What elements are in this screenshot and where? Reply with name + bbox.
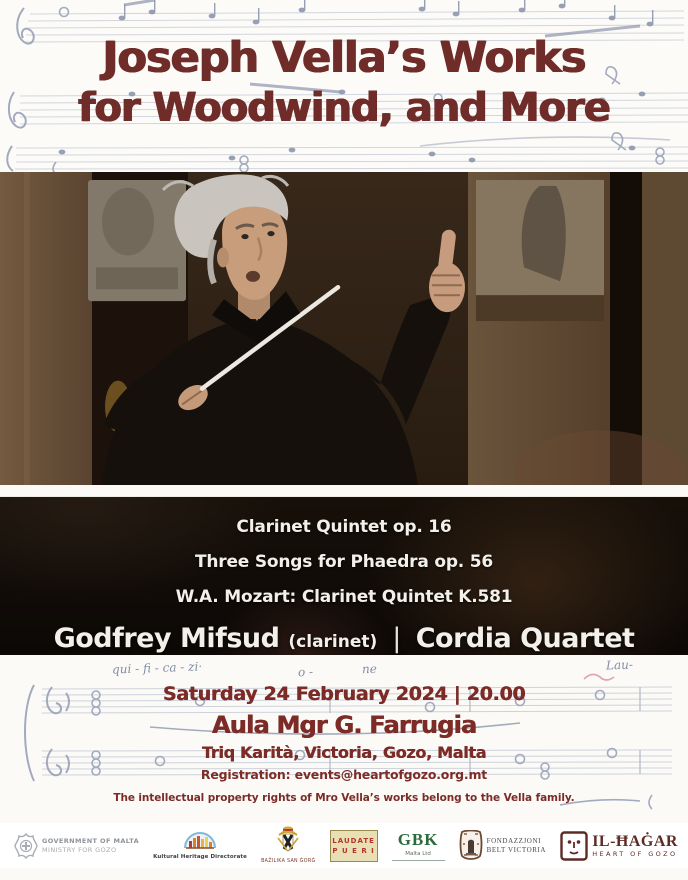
- registration-email: Registration: events@heartofgozo.org.mt: [200, 767, 488, 782]
- fondazzjoni-line2: BELT VICTORIA: [486, 845, 547, 854]
- program-piece-2: Three Songs for Phaedra op. 56: [194, 552, 494, 572]
- skyline-arc-icon: [183, 830, 217, 850]
- poster-title-line2: for Woodwind, and More: [78, 85, 610, 131]
- bazilika-san-gorg-label: BAŻILIKA SAN ĠORĠ: [261, 859, 316, 865]
- logo-gbk: [392, 830, 445, 861]
- event-address: Triq Karità, Victoria, Gozo, Malta: [201, 743, 487, 762]
- hagar-subtitle: HEART OF GOZO: [592, 849, 678, 858]
- logo-government-of-malta: [14, 833, 139, 859]
- program-piece-1: Clarinet Quintet op. 16: [236, 517, 452, 537]
- fondazzjoni-line1: FONDAZZJONI: [486, 836, 542, 845]
- hagar-title: IL-ĦAĠAR: [592, 832, 678, 850]
- event-details-section: [0, 655, 688, 823]
- soloist-instrument: (clarinet): [288, 632, 378, 652]
- program-section: [0, 497, 688, 655]
- conductor-photo: [0, 172, 688, 485]
- gbk-wordmark: GBK: [397, 830, 439, 849]
- event-datetime: Saturday 24 February 2024 | 20.00: [162, 683, 526, 705]
- manuscript-lyric-fragment: ne: [361, 661, 378, 677]
- sponsor-logos-strip: [0, 823, 688, 868]
- basilica-crest-icon: [275, 826, 301, 854]
- gbk-subtitle: Malta Ltd: [405, 851, 431, 857]
- logo-heritage-directorate: [153, 830, 247, 861]
- soloist-name: Godfrey Mifsud: [53, 623, 280, 654]
- manuscript-lyric-fragment: o -: [297, 664, 314, 680]
- malta-emblem-icon: [14, 833, 38, 859]
- laudate-line2: P U E R I: [332, 846, 375, 855]
- ensemble-name: Cordia Quartet: [415, 623, 635, 654]
- poster-title: [0, 0, 688, 132]
- performers-line: [0, 623, 688, 654]
- poster-title-line1: Joseph Vella’s Works: [102, 33, 586, 83]
- logo-il-hagar: [560, 831, 678, 861]
- belt-victoria-crest-icon: [459, 830, 483, 862]
- logo-bazilika-san-gorg: [261, 826, 315, 865]
- gov-malta-line1: GOVERNMENT OF MALTA: [42, 837, 140, 845]
- rights-note: The intellectual property rights of Mro Vella’s works belong to the Vella family.: [113, 792, 575, 804]
- poster-header: [0, 0, 688, 172]
- performers-separator: |: [392, 623, 401, 654]
- divider-strip: [0, 485, 688, 497]
- conductor-photo-illustration: [0, 172, 688, 485]
- laudate-line1: LAUDATE: [332, 836, 375, 845]
- heritage-directorate-label: Kultural Heritage Directorate: [153, 854, 247, 861]
- hagar-face-icon: [560, 831, 588, 861]
- logo-laudate-pueri: [330, 830, 378, 862]
- logo-fondazzjoni-belt-victoria: [459, 830, 546, 862]
- manuscript-lyric-fragment: Lau-: [605, 657, 634, 673]
- gov-malta-line2: MINISTRY FOR GOZO: [42, 845, 117, 854]
- manuscript-lyric-fragment: qui - fi - ca - zi·: [111, 659, 203, 677]
- event-venue: Aula Mgr G. Farrugia: [211, 711, 477, 739]
- program-piece-3: W.A. Mozart: Clarinet Quintet K.581: [175, 587, 513, 607]
